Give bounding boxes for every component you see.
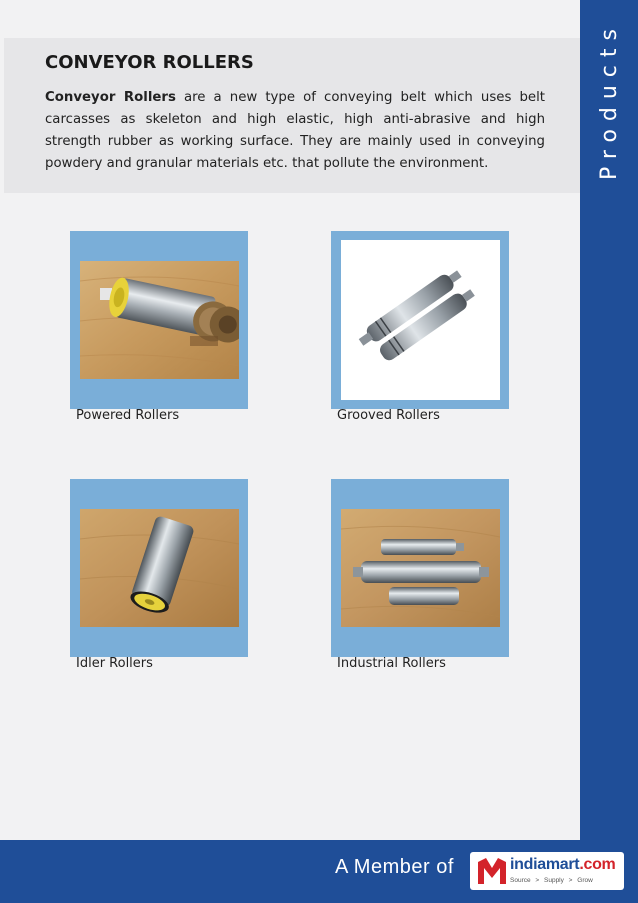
intro-text: are a new type of conveying belt which uses belt carcasses as skeleton and high elastic, high anti-abrasive and high strength rubber as working surface. They are mainly used in conveying powdery and granular materials etc. that pollute the environment. <box>45 90 545 171</box>
intro-bold: Conveyor Rollers <box>45 90 176 105</box>
industrial-rollers-caption: Industrial Rollers <box>337 656 446 671</box>
logo-wordmark <box>510 856 615 874</box>
page-title: CONVEYOR ROLLERS <box>45 52 254 73</box>
product-card-industrial-rollers[interactable] <box>331 479 509 657</box>
powered-rollers-photo <box>80 261 239 379</box>
grooved-rollers-image <box>341 240 500 400</box>
sidebar <box>580 0 638 840</box>
logo-main-text: indiamart <box>510 856 580 873</box>
indiamart-logo[interactable] <box>470 852 624 890</box>
products-sidebar-label: Products <box>596 20 622 180</box>
grooved-rollers-caption: Grooved Rollers <box>337 408 440 423</box>
idler-rollers-caption: Idler Rollers <box>76 656 153 671</box>
idler-rollers-photo <box>80 509 239 627</box>
product-card-grooved-rollers[interactable] <box>331 231 509 409</box>
product-card-idler-rollers[interactable] <box>70 479 248 657</box>
industrial-rollers-image <box>341 509 500 627</box>
grooved-rollers-photo <box>341 240 500 400</box>
industrial-rollers-photo <box>341 509 500 627</box>
intro-paragraph <box>45 87 545 175</box>
idler-rollers-image <box>80 509 239 627</box>
logo-suffix-text: .com <box>579 856 616 873</box>
logo-tagline: Source > Supply > Grow <box>510 877 593 884</box>
product-card-powered-rollers[interactable] <box>70 231 248 409</box>
sidebar-label-wrap <box>580 0 638 200</box>
powered-rollers-caption: Powered Rollers <box>76 408 180 423</box>
indiamart-emblem-icon <box>474 854 510 888</box>
member-of-text: A Member of <box>335 856 454 878</box>
powered-rollers-image <box>80 261 239 379</box>
